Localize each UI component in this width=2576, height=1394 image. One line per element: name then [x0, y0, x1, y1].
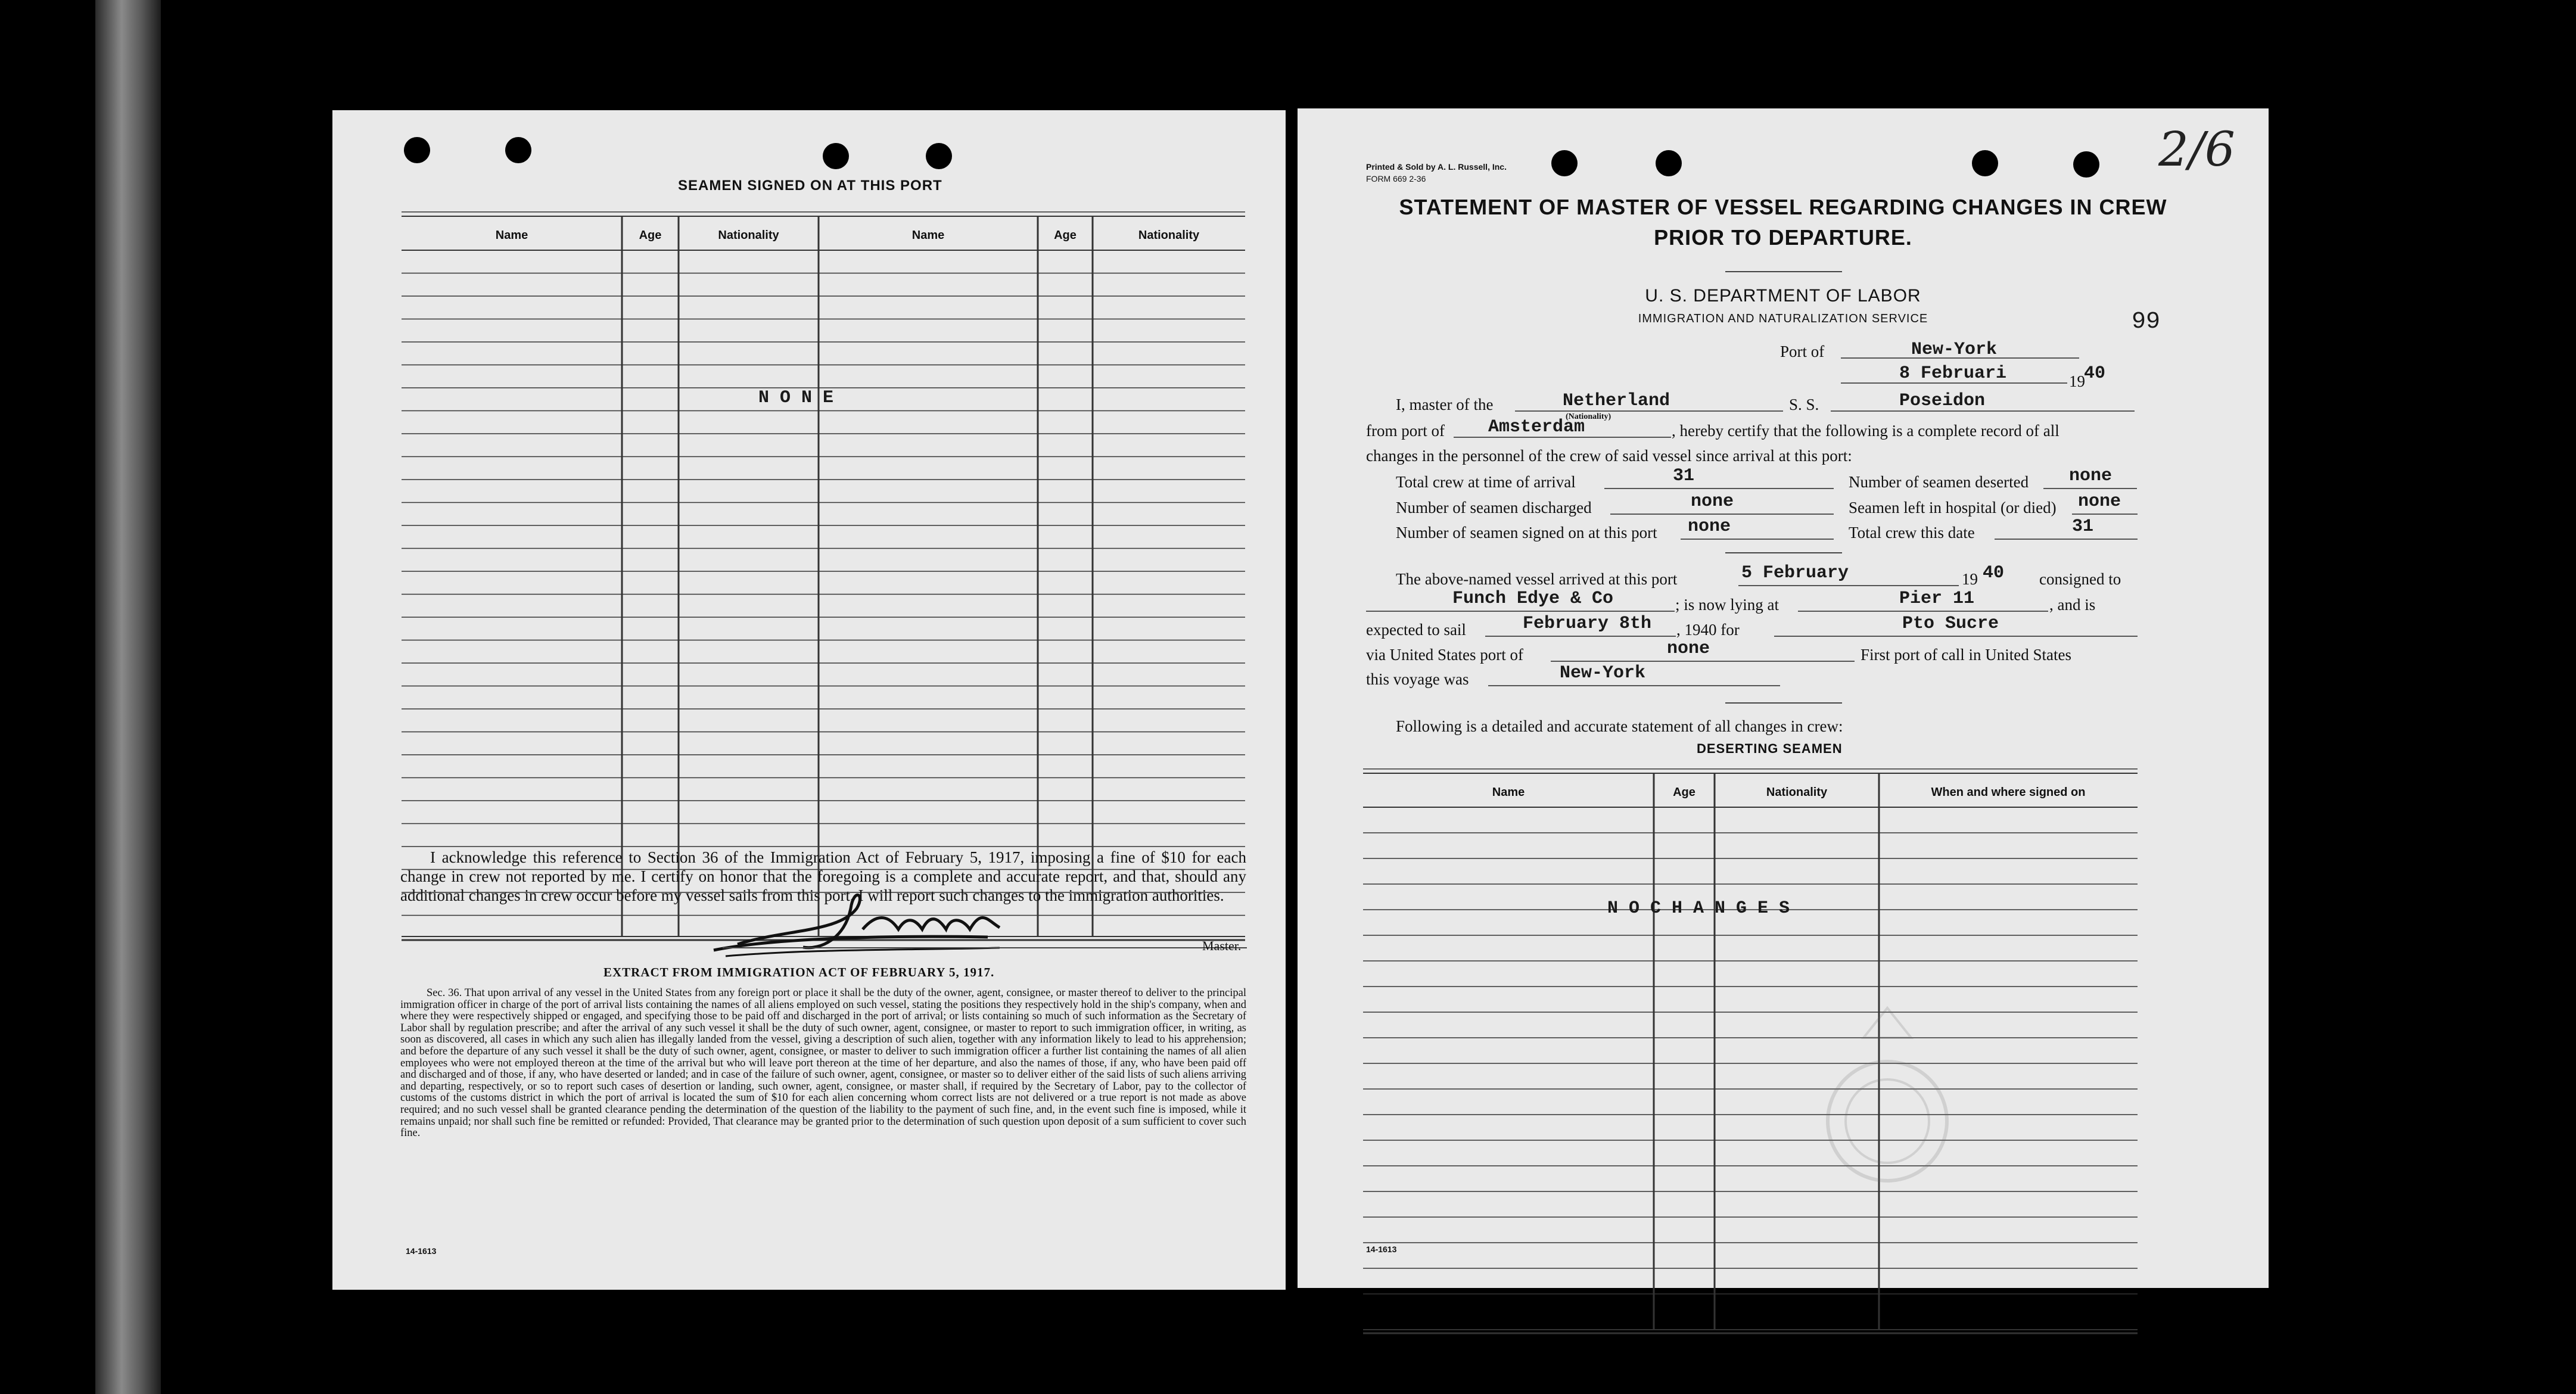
- form-title-line2: PRIOR TO DEPARTURE.: [1654, 225, 1912, 250]
- deserting-header-1: Name: [1492, 785, 1525, 799]
- deserting-table: [1363, 768, 2138, 1334]
- arrived-date: 5 February: [1741, 563, 1849, 583]
- sail-year: , 1940 for: [1676, 621, 1740, 639]
- hospital-value: none: [2078, 491, 2121, 512]
- ss-label: S. S.: [1789, 396, 1819, 413]
- printer-credit: Printed & Sold by A. L. Russell, Inc.: [1366, 162, 1507, 172]
- punch-hole: [823, 143, 849, 169]
- left-page: [332, 110, 1286, 1290]
- form-title-line1: STATEMENT OF MASTER OF VESSEL REGARDING CHANGES IN CREW: [1399, 195, 2167, 219]
- signed-on-value: none: [1688, 516, 1731, 537]
- and-is: , and is: [2049, 596, 2096, 614]
- underline: [2043, 488, 2137, 489]
- lying-label: ; is now lying at: [1675, 596, 1779, 614]
- typed-no-changes: N O C H A N G E S: [1607, 898, 1790, 919]
- deserted-value: none: [2069, 466, 2113, 486]
- punch-hole: [1972, 150, 1998, 176]
- sail-date: February 8th: [1523, 614, 1652, 634]
- faint-seal-stamp: [1810, 1002, 1965, 1187]
- right-page: [1298, 108, 2269, 1288]
- stamp-number: 99: [2132, 309, 2161, 335]
- voyage-value: New-York: [1560, 663, 1646, 683]
- hospital-label: Seamen left in hospital (or died): [1849, 499, 2057, 516]
- from-port-value: Amsterdam: [1488, 417, 1585, 437]
- scanner-edge-strip: [95, 0, 161, 1394]
- deserting-grid: [1363, 768, 2138, 1334]
- underline: [1488, 685, 1780, 686]
- signed-on-header-3: Nationality: [718, 228, 779, 242]
- certify-text: , hereby certify that the following is a complete record of all: [1672, 422, 2059, 440]
- signed-on-header-5: Age: [1054, 228, 1077, 242]
- underline: [1366, 611, 1675, 612]
- deserting-header-3: Nationality: [1766, 785, 1828, 799]
- punch-hole: [505, 137, 531, 163]
- nationality-value: Netherland: [1563, 391, 1670, 411]
- deserting-title: DESERTING SEAMEN: [1697, 741, 1843, 756]
- punch-hole: [1656, 150, 1682, 176]
- form-number: 14-1613: [1366, 1244, 1397, 1254]
- underline: [2072, 514, 2138, 515]
- changes-text: changes in the personnel of the crew of said vessel since arrival at this port:: [1366, 447, 1852, 465]
- arrived-year-printed: 19: [1962, 570, 1978, 588]
- signed-on-grid: [402, 211, 1245, 941]
- department-name: U. S. DEPARTMENT OF LABOR: [1645, 286, 1921, 306]
- total-crew-arrival-value: 31: [1673, 466, 1695, 486]
- underline: [1995, 539, 2138, 540]
- form-number: 14-1613: [406, 1246, 437, 1256]
- acknowledgement-paragraph: I acknowledge this reference to Section 36 of the Immigration Act of February 5, 1917, imposing a fine of $10 for each change in crew not reported by me. I certify on honor that the foregoing is a complete and accurate report, and that, should any additional changes in crew occur before my vessel sails from this port, I will report such changes to the immigration authorities.: [400, 848, 1246, 904]
- consignee: Funch Edye & Co: [1452, 589, 1614, 609]
- underline: [1774, 636, 2138, 637]
- typed-none: N O N E: [758, 388, 834, 408]
- punch-hole: [404, 137, 430, 163]
- signed-on-header-6: Nationality: [1138, 228, 1200, 242]
- master-of-label: I, master of the: [1396, 396, 1494, 413]
- underline: [1485, 636, 1676, 637]
- voyage-label: this voyage was: [1366, 670, 1469, 688]
- total-crew-arrival-label: Total crew at time of arrival: [1396, 473, 1576, 491]
- deserted-label: Number of seamen deserted: [1849, 473, 2029, 491]
- extract-paragraph: Sec. 36. That upon arrival of any vessel in the United States from any foreign port or place it shall be the duty of the owner, agent, consignee, or master thereof to deliver to the principal immigration officer in charge of the port of arrival lists containing the names of all aliens employed on such vessel, stating the positions they respectively hold in the ship's company, when and where they were respectively shipped or engaged, and specifying those to be paid off and discharged in the port of arrival; or lists containing so much of such information as the Secretary of Labor shall by regulation prescribe; and after the arrival of any such vessel it shall be the duty of such owner, agent, consignee, or master to report to such immigration officer, in writing, as soon as discovered, all cases in which any such alien has illegally landed from the vessel, giving a description of such alien, together with any information likely to lead to his apprehension; and before the departure of any such vessel it shall be the duty of such owner, agent, consignee, or master to deliver to such immigration officer a further list containing the names of all alien employees who were not employed thereon at the time of the arrival but who will leave port thereon at the time of her departure, and also the names of those, if any, who have been paid off and discharged and of those, if any, who have deserted or landed; and in case of the failure of such owner, agent, consignee, or master so to deliver either of the said lists of such aliens arriving and departing, respectively, or so to report such cases of desertion or landing, such owner, agent, consignee, or master shall, if required by the Secretary of Labor, pay to the collector of customs of the customs district in which the port of arrival is located the sum of $10 for each alien concerning whom correct lists are not delivered or a true report is not made as above required; and no such vessel shall be granted clearance pending the determination of the question of the liability to the payment of such fine, and, in the event such fine is imposed, while it remains unpaid; nor shall such fine be remitted or refunded: Provided, That clearance may be granted prior to the determination of such question upon deposit of a sum sufficient to cover such fine.: [400, 987, 1246, 1140]
- divider: [1725, 702, 1842, 704]
- underline: [1610, 514, 1834, 515]
- port-label: Port of: [1780, 343, 1825, 360]
- punch-hole: [926, 143, 952, 169]
- consigned-label: consigned to: [2039, 570, 2121, 588]
- discharged-label: Number of seamen discharged: [1396, 499, 1592, 516]
- year-printed: 19: [2069, 372, 2085, 390]
- first-port-label: First port of call in United States: [1861, 646, 2071, 664]
- discharged-value: none: [1691, 491, 1734, 512]
- signed-on-table-title: SEAMEN SIGNED ON AT THIS PORT: [678, 178, 942, 194]
- from-port-label: from port of: [1366, 422, 1445, 440]
- form-code: FORM 669 2-36: [1366, 174, 1426, 183]
- underline: [1551, 661, 1855, 662]
- signed-on-table: [402, 211, 1245, 941]
- service-name: IMMIGRATION AND NATURALIZATION SERVICE: [1638, 312, 1928, 325]
- signed-on-header-4: Name: [911, 228, 945, 242]
- underline: [1798, 611, 2048, 612]
- master-label: Master.: [1202, 938, 1242, 953]
- port-value: New-York: [1911, 340, 1998, 360]
- signed-on-label: Number of seamen signed on at this port: [1396, 524, 1657, 542]
- punch-hole: [2073, 151, 2099, 178]
- signed-on-header-2: Age: [639, 228, 662, 242]
- master-signature: [702, 873, 1012, 962]
- arrived-label: The above-named vessel arrived at this port: [1396, 570, 1678, 588]
- via-value: none: [1667, 639, 1710, 659]
- underline: [1738, 585, 1959, 586]
- total-crew-date-label: Total crew this date: [1849, 524, 1975, 542]
- master-signature-line: [723, 947, 1247, 948]
- via-label: via United States port of: [1366, 646, 1523, 664]
- following-text: Following is a detailed and accurate statement of all changes in crew:: [1396, 717, 1843, 735]
- deserting-header-2: Age: [1673, 785, 1695, 799]
- deserting-header-4: When and where signed on: [1931, 785, 2086, 799]
- destination: Pto Sucre: [1902, 614, 1999, 634]
- total-crew-date-value: 31: [2072, 516, 2094, 537]
- nationality-caption: (Nationality): [1566, 412, 1611, 421]
- signed-on-header-1: Name: [495, 228, 528, 242]
- date-value: 8 Februari: [1899, 363, 2007, 384]
- pier: Pier 11: [1899, 589, 1975, 609]
- expected-label: expected to sail: [1366, 621, 1466, 639]
- divider: [1725, 271, 1842, 272]
- arrived-year-typed: 40: [1983, 563, 2005, 583]
- extract-title: EXTRACT FROM IMMIGRATION ACT OF FEBRUARY 5, 1917.: [603, 965, 995, 979]
- underline: [1604, 488, 1834, 489]
- underline: [1681, 539, 1834, 540]
- divider: [1725, 552, 1842, 553]
- handwritten-page-number: 2/6: [2158, 122, 2235, 177]
- vessel-name: Poseidon: [1899, 391, 1986, 411]
- year-typed: 40: [2084, 363, 2106, 384]
- punch-hole: [1551, 150, 1578, 176]
